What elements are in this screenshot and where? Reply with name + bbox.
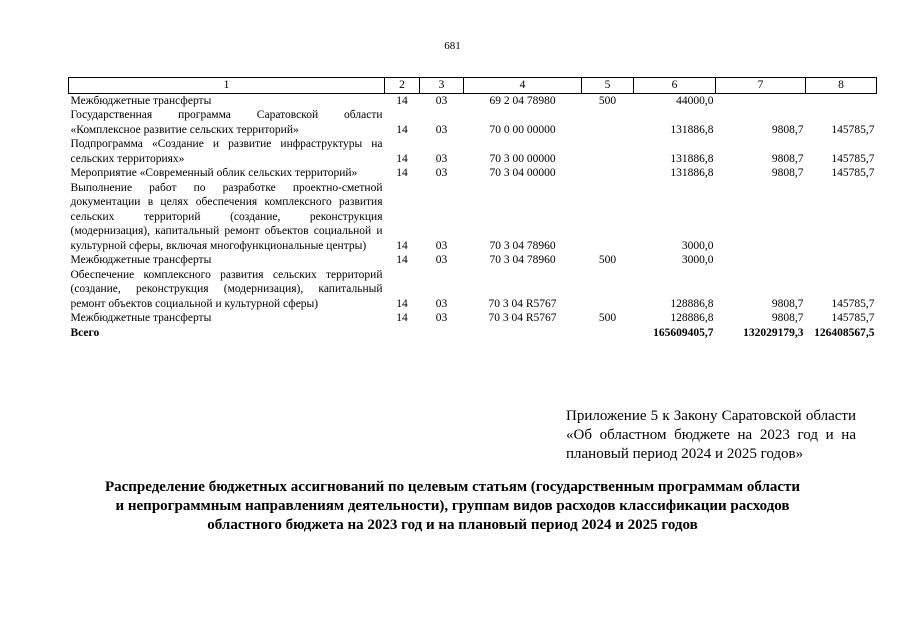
row-amount-2023: 44000,0 — [676, 94, 714, 107]
table-row — [69, 137, 877, 166]
total-amount-2023: 165609405,7 — [653, 326, 714, 339]
table-row — [69, 311, 877, 326]
row-target-article: 70 3 04 R5767 — [488, 312, 557, 324]
row-amount-2024 — [716, 253, 806, 268]
row-name: Межбюджетные трансферты — [70, 254, 212, 266]
row-subsection: 03 — [435, 312, 448, 324]
row-name: Обеспечение комплексного развития сельских территорий (создание, реконструкция (модернизация), капитальный ремонт объектов социальной и культурной сферы) — [70, 268, 383, 310]
column-header: 1 — [69, 78, 385, 94]
total-label: Всего — [70, 326, 100, 339]
row-section: 14 — [396, 297, 408, 310]
row-subsection: 03 — [435, 123, 448, 136]
row-expense-type — [582, 108, 634, 137]
row-section: 14 — [396, 239, 408, 252]
page-number: 681 — [444, 40, 461, 52]
row-name: Межбюджетные трансферты — [70, 312, 212, 324]
row-amount-2024: 9808,7 — [771, 312, 804, 324]
row-name: Мероприятие «Современный облик сельских территорий» — [70, 167, 358, 179]
row-target-article: 70 0 00 00000 — [489, 123, 556, 136]
column-header: 3 — [420, 78, 464, 94]
row-amount-2023: 3000,0 — [681, 254, 714, 266]
row-name: Государственная программа Саратовской области «Комплексное развитие сельских территорий» — [70, 109, 383, 136]
row-expense-type: 500 — [598, 312, 617, 324]
table-row — [69, 253, 877, 268]
row-target-article: 70 3 04 R5767 — [488, 297, 557, 310]
row-amount-2025: 145785,7 — [831, 312, 875, 324]
row-subsection: 03 — [435, 239, 448, 252]
total-amount-2025: 126408567,5 — [814, 326, 875, 339]
row-target-article: 70 3 04 00000 — [489, 167, 556, 179]
row-section: 14 — [396, 152, 408, 165]
row-subsection: 03 — [435, 94, 448, 107]
row-section: 14 — [396, 94, 408, 107]
row-amount-2025: 145785,7 — [831, 297, 875, 310]
column-header: 6 — [634, 78, 716, 94]
heading-line: и непрограммным направлениям деятельности), группам видов расходов классификации расходов — [115, 498, 790, 514]
total-row — [69, 326, 877, 341]
row-section: 14 — [396, 123, 408, 136]
row-subsection: 03 — [435, 167, 448, 179]
row-amount-2023: 128886,8 — [670, 312, 714, 324]
row-amount-2024 — [716, 93, 806, 108]
row-amount-2024: 9808,7 — [771, 123, 804, 136]
row-name: Межбюджетные трансферты — [70, 94, 212, 107]
table-row — [69, 166, 877, 181]
column-header: 8 — [806, 78, 877, 94]
row-name: Выполнение работ по разработке проектно-сметной документации в целях обеспечения комплексного развития сельских территорий (создание, реконструкция (модернизация), капитальный ремонт объектов социальной и культурной сферы, включая многофункциональные центры) — [70, 181, 383, 252]
table-header-row — [69, 78, 877, 94]
appendix-note: Приложение 5 к Закону Саратовской области «Об областном бюджете на 2023 год и на плановый период 2024 и 2025 годов» — [566, 408, 856, 462]
row-target-article: 70 3 04 78960 — [489, 239, 556, 252]
row-amount-2023: 3000,0 — [681, 239, 714, 252]
table-row — [69, 268, 877, 312]
row-amount-2024: 9808,7 — [771, 167, 804, 179]
row-amount-2023: 131886,8 — [670, 123, 714, 136]
row-name: Подпрограмма «Создание и развитие инфраструктуры на сельских территориях» — [70, 138, 383, 165]
row-amount-2023: 128886,8 — [670, 297, 714, 310]
row-target-article: 70 3 04 78960 — [489, 254, 556, 266]
row-expense-type — [582, 268, 634, 312]
document-heading — [60, 478, 845, 535]
heading-line: областного бюджета на 2023 год и на плановый период 2024 и 2025 годов — [207, 517, 698, 533]
row-amount-2023: 131886,8 — [670, 167, 714, 179]
row-amount-2025 — [806, 181, 877, 254]
table-row — [69, 108, 877, 137]
row-subsection: 03 — [435, 152, 448, 165]
row-amount-2024: 9808,7 — [771, 152, 804, 165]
row-section: 14 — [396, 167, 408, 179]
row-amount-2025 — [806, 253, 877, 268]
heading-line: Распределение бюджетных ассигнований по целевым статьям (государственным программам области — [104, 479, 801, 495]
total-amount-2024: 132029179,3 — [743, 326, 804, 339]
row-expense-type — [582, 166, 634, 181]
table-row — [69, 93, 877, 108]
row-amount-2025: 145785,7 — [831, 167, 875, 179]
column-header: 7 — [716, 78, 806, 94]
row-amount-2025: 145785,7 — [831, 123, 875, 136]
row-amount-2024 — [716, 181, 806, 254]
row-expense-type — [582, 137, 634, 166]
row-amount-2025 — [806, 93, 877, 108]
column-header: 5 — [582, 78, 634, 94]
row-target-article: 69 2 04 78980 — [489, 94, 556, 107]
row-subsection: 03 — [435, 254, 448, 266]
row-expense-type: 500 — [598, 94, 617, 107]
row-amount-2023: 131886,8 — [670, 152, 714, 165]
budget-table — [68, 77, 877, 340]
row-section: 14 — [396, 312, 408, 324]
column-header: 4 — [464, 78, 582, 94]
row-amount-2025: 145785,7 — [831, 152, 875, 165]
column-header: 2 — [385, 78, 420, 94]
row-expense-type — [582, 181, 634, 254]
row-subsection: 03 — [435, 297, 448, 310]
row-expense-type: 500 — [598, 254, 617, 266]
table-row — [69, 181, 877, 254]
row-section: 14 — [396, 254, 408, 266]
row-amount-2024: 9808,7 — [771, 297, 804, 310]
row-target-article: 70 3 00 00000 — [489, 152, 556, 165]
